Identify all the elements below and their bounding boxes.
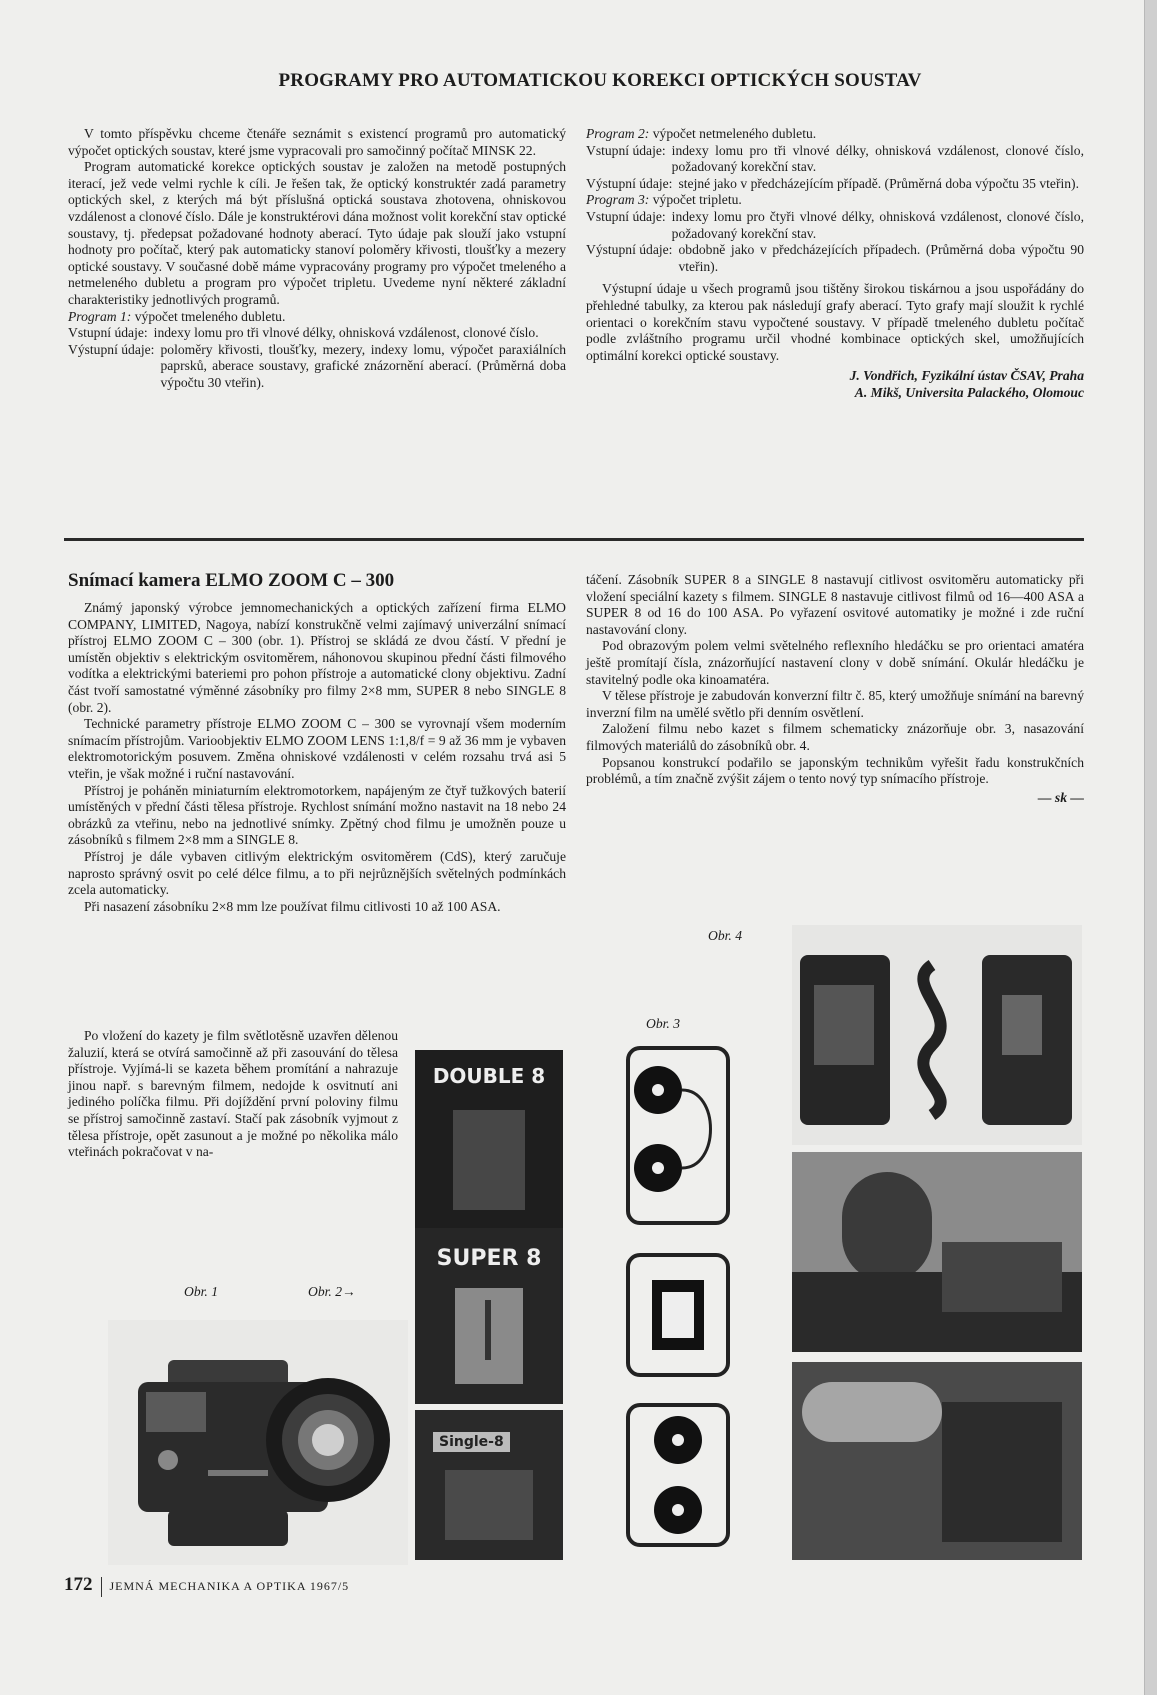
program3-input: Vstupní údaje: indexy lomu pro čtyři vlnové délky, ohnisková vzdálenost, clonové číslo, požadovaný korekční stav. (586, 208, 1084, 241)
figure3-caption: Obr. 3 (646, 1016, 680, 1031)
figure3-schematic (620, 1040, 740, 1560)
program1-heading: Program 1: výpočet tmeleného dubletu. (68, 308, 286, 324)
article2-paragraph: táčení. Zásobník SUPER 8 a SINGLE 8 nastavují citlivost osvitoměru automaticky při vložení speciální kazety s filmem. SINGLE 8 nastavuje citlivost filmů od 16—400 ASA a SUPER 8 od 16 do 100 ASA. Po vyřazení osvitové automatiky je možné i zde ruční nastavování clony. (586, 572, 1084, 637)
article-title: PROGRAMY PRO AUTOMATICKOU KOREKCI OPTICKÝCH SOUSTAV (278, 70, 922, 91)
author-2: A. Mikš, Universita Palackého, Olomouc (854, 384, 1084, 400)
article1-left-column (68, 126, 566, 392)
article2-paragraph: Známý japonský výrobce jemnomechanických a optických zařízení firma ELMO COMPANY, LIMITED, Nagoya, nabízí konstrukčně velmi zajímavý univerzální snímací přístroj ELMO ZOOM C – 300 (obr. 1). Přístroj se skládá ze dvou částí. V přední je umístěn objektiv s elektrickým osvitoměrem, náhonovou skupinou přední části filmového vodítka a elektrickými bateriemi pro pohon přístroje a automatické clony objektivu. Zadní část tvoří samostatné výměnné zásobníky pro filmy 2×8 mm, SUPER 8 nebo SINGLE 8 (obr. 2). (68, 600, 566, 715)
article2-paragraph: V tělese přístroje je zabudován konverzní filtr č. 85, který umožňuje snímání na barevný inverzní film na umělé světlo při denním osvětlení. (586, 688, 1084, 720)
article2-paragraph: Pod obrazovým polem velmi světelného reflexního hledáčku se pro orientaci amatéra ještě promítají čísla, znázorňující nastavení clony v době snímání. Okulár hledáčku je stavitelný podle oka kinoamatéra. (586, 638, 1084, 687)
page-number: 172 (64, 1574, 93, 1595)
article1-paragraph: V tomto příspěvku chceme čtenáře seznámit s existencí programů pro automatický výpočet optických soustav, které jsme vypracovali pro samočinný počítač MINSK 22. (68, 126, 566, 158)
article1-paragraph: Program automatické korekce optických soustav je založen na metodě postupných iterací, jež vede velmi rychle k cíli. Je řešen tak, že optický konstruktér zadá parametry optických skel, z kterých má být příslušná optická soustava zhotovena, ohniskovou vzdálenost a clonové číslo. Dále je konstruktérovi dána možnost volit korekční stav optické soustavy, tj. předepsat požadované hodnoty aberací. Tyto údaje pak slouží jako vstupní hodnoty pro počítač, který pak automaticky stanoví poloměry křivosti, tloušťky a mezery optické soustavy. V současné době máme vypracovány programy pro výpočet tmeleného a netmeleného dubletu a program pro výpočet tripletu. Uvedeme nyní některé základní charakteristiky jednotlivých programů. (68, 159, 566, 307)
article2-narrow-column (68, 1028, 398, 1161)
article2-paragraph: Založení filmu nebo kazet s filmem schematicky znázorňuje obr. 3, nasazování filmových materiálů do zásobníků obr. 4. (586, 721, 1084, 753)
article2-right-column (586, 572, 1084, 806)
article2-signature: — sk — (1037, 789, 1084, 805)
cassette-double8-label: DOUBLE 8 (432, 1064, 546, 1088)
page-footer (64, 1574, 349, 1597)
article2-paragraph: Popsanou konstrukcí podařilo se japonským technikům vyřešit řadu konstrukčních problémů, a tím značně zvýšit zájem o tento nový typ snímacího přístroje. (586, 754, 1084, 787)
program3-heading: Program 3: výpočet tripletu. (586, 192, 742, 208)
cassette-super8-label: SUPER 8 (436, 1246, 542, 1271)
figure4-top-photo (792, 925, 1082, 1145)
author-1: J. Vondřich, Fyzikální ústav ČSAV, Praha (849, 368, 1084, 384)
article2-paragraph: Přístroj je poháněn miniaturním elektromotorkem, napájeným ze čtyř tužkových baterií umístěných v přední části tělesa přístroje. Rychlost snímání možno nastavit na 18 nebo 24 obrázků za vteřinu, nebo na jednotlivé snímky. Zpětný chod filmu je umožněn pouze u zásobníků s filmem 2×8 mm a SINGLE 8. (68, 782, 566, 848)
figure4-person-photo (792, 1152, 1082, 1352)
article2-paragraph: Přístroj je dále vybaven citlivým elektrickým osvitoměrem (CdS), který zaručuje naprosto správný osvit po celé délce filmu, a to při nejrůznějších světelných podmínkách zcela automaticky. (68, 848, 566, 898)
journal-name: JEMNÁ MECHANIKA A OPTIKA 1967/5 (109, 1579, 350, 1593)
article2-paragraph: Technické parametry přístroje ELMO ZOOM C – 300 se vyrovnají všem moderním snímacím přístrojům. Varioobjektiv ELMO ZOOM LENS 1:1,8/f = 9 až 36 mm je vybaven elektromotorickým posuvem. Změna ohniskové vzdálenosti v celém rozsahu trvá asi 5 vteřin, je však možné i ruční nastavování. (68, 716, 566, 781)
program2-input: Vstupní údaje: indexy lomu pro tři vlnové délky, ohnisková vzdálenost, clonové číslo, požadovaný korekční stav. (586, 142, 1084, 175)
page-edge (1144, 0, 1157, 1695)
figure2-caption: Obr. 2→ (308, 1284, 356, 1299)
program3-output: Výstupní údaje: obdobně jako v předcházejících případech. (Průměrná doba výpočtu 90 vteřin). (586, 242, 1084, 274)
program2-heading: Program 2: výpočet netmeleného dubletu. (586, 126, 817, 141)
figure1-camera-photo (108, 1320, 408, 1565)
cassette-single8-photo (415, 1410, 563, 1560)
article2-heading: Snímací kamera ELMO ZOOM C – 300 (68, 570, 395, 591)
article1-closing: Výstupní údaje u všech programů jsou tištěny širokou tiskárnou a jsou uspořádány do přehledné tabulky, za kterou pak následují grafy aberací. Tyto grafy mají sloužit k rychlé orientaci o korekčním stavu vypočtené soustavy. V případě tmeleného dubletu počítač podle zvláštního programu určil vhodné kombinace optických skel, umožňujících optimální korekci optické soustavy. (586, 281, 1084, 363)
figure4-hand-photo (792, 1362, 1082, 1560)
program1-output: Výstupní údaje: poloměry křivosti, tloušťky, mezery, indexy lomu, výpočet paraxiálních paprsků, aberace soustavy, grafické znázornění aberací. (Průměrná doba výpočtu 30 vteřin). (68, 341, 566, 390)
cassette-super8-photo (415, 1228, 563, 1404)
cassette-double8-photo (415, 1050, 563, 1232)
section-divider (64, 538, 1084, 541)
article1-right-column (586, 126, 1084, 402)
program1-input: Vstupní údaje: indexy lomu pro tři vlnové délky, ohnisková vzdálenost, clonové číslo. (68, 325, 539, 341)
article2-paragraph: Při nasazení zásobníku 2×8 mm lze používat filmu citlivosti 10 až 100 ASA. (84, 898, 501, 914)
article2-left-column (68, 600, 566, 915)
cassette-single8-label: Single-8 (433, 1432, 510, 1452)
program2-output: Výstupní údaje: stejné jako v předcházejícím případě. (Průměrná doba výpočtu 35 vteřin). (586, 175, 1079, 191)
figure1-caption: Obr. 1 (184, 1284, 218, 1299)
figure4-caption: Obr. 4 (708, 928, 742, 943)
article2-paragraph: Po vložení do kazety je film světlotěsně uzavřen dělenou žaluzií, která se otvírá samočinně až při zasouvání do tělesa přístroje. Vyjímá-li se kazeta během promítání a nahrazuje jinou např. s barevným filmem, nedojde k osvitnutí ani jediného políčka filmu. Při dojíždění první poloviny filmu se přístroj samočinně zastaví. Stačí pak zásobník vyjmout z tělesa přístroje, opět zasunout a je možné po několika málo vteřinách pokračovat v na- (68, 1028, 398, 1160)
